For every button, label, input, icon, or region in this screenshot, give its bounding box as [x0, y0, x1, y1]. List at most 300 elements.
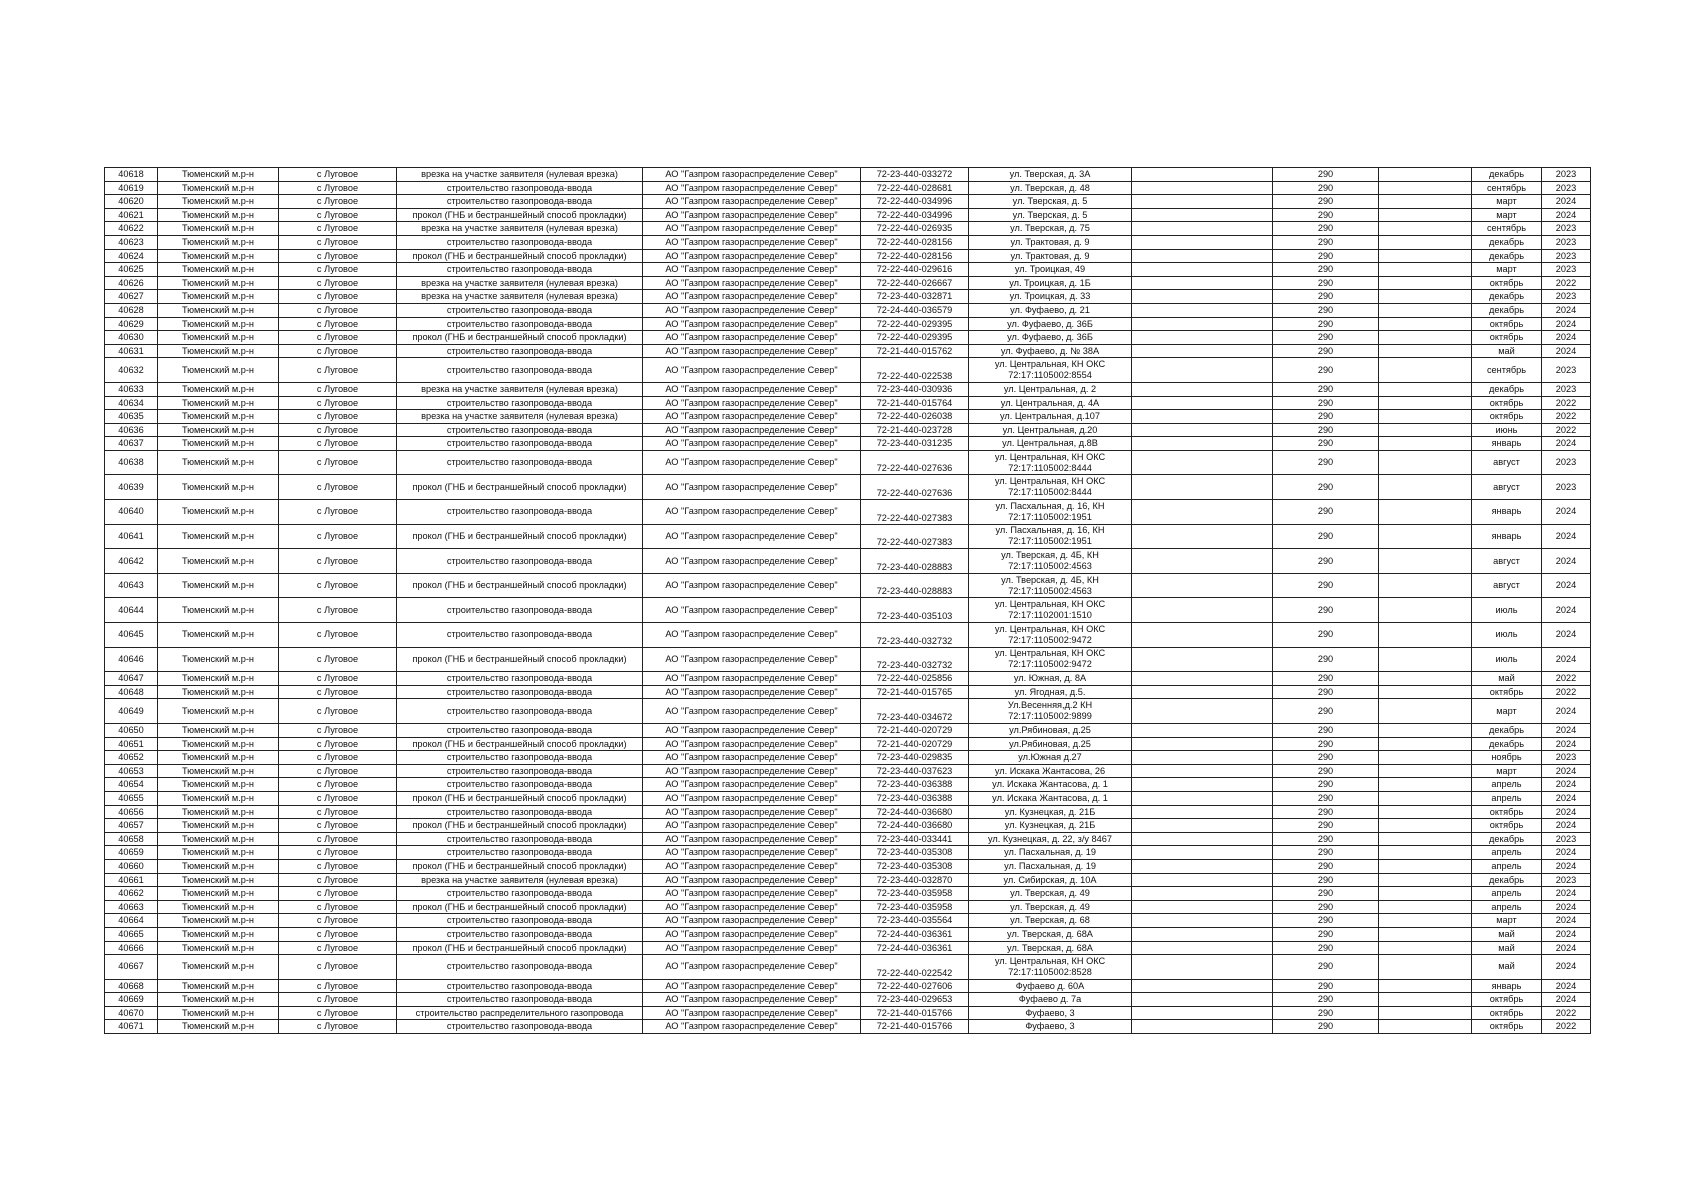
organization-cell: АО "Газпром газораспределение Север" — [643, 1020, 861, 1034]
month-cell: март — [1472, 914, 1542, 928]
value-cell: 290 — [1273, 396, 1379, 410]
cadastral-number-cell: 72-23-440-034672 — [861, 699, 969, 724]
cadastral-number-cell: 72-22-440-026667 — [861, 276, 969, 290]
address-cell: ул. Центральная, д.107 — [969, 410, 1132, 424]
work-type-cell: прокол (ГНБ и бестраншейный способ прокладки) — [397, 249, 643, 263]
settlement-cell: с Луговое — [279, 873, 397, 887]
cadastral-number-cell: 72-22-440-022542 — [861, 955, 969, 980]
month-cell: апрель — [1472, 846, 1542, 860]
table-row — [105, 927, 1591, 941]
month-cell: март — [1472, 764, 1542, 778]
settlement-cell: с Луговое — [279, 331, 397, 345]
work-type-cell: строительство газопровода-ввода — [397, 887, 643, 901]
empty-cell — [1132, 331, 1273, 345]
work-type-cell: прокол (ГНБ и бестраншейный способ прокладки) — [397, 819, 643, 833]
table-row — [105, 778, 1591, 792]
work-type-cell: строительство газопровода-ввода — [397, 699, 643, 724]
empty-cell — [1132, 235, 1273, 249]
cadastral-number-cell: 72-23-440-029653 — [861, 993, 969, 1007]
table-row — [105, 832, 1591, 846]
settlement-cell: с Луговое — [279, 859, 397, 873]
address-cell: ул. Тверская, д. 5 — [969, 195, 1132, 209]
district-cell: Тюменский м.р-н — [158, 317, 279, 331]
record-id-cell: 40634 — [105, 396, 158, 410]
year-cell: 2024 — [1542, 195, 1591, 209]
cadastral-number-cell: 72-23-440-032870 — [861, 873, 969, 887]
empty-cell — [1379, 914, 1472, 928]
record-id-cell: 40665 — [105, 927, 158, 941]
value-cell: 290 — [1273, 873, 1379, 887]
table-row — [105, 500, 1591, 525]
cadastral-number-cell: 72-23-440-036388 — [861, 791, 969, 805]
table-row — [105, 859, 1591, 873]
district-cell: Тюменский м.р-н — [158, 396, 279, 410]
settlement-cell: с Луговое — [279, 819, 397, 833]
address-cell: ул. Центральная, КН ОКС 72:17:1105002:8528 — [969, 955, 1132, 980]
settlement-cell: с Луговое — [279, 993, 397, 1007]
work-type-cell: строительство газопровода-ввода — [397, 358, 643, 383]
empty-cell — [1379, 819, 1472, 833]
cadastral-number-cell: 72-23-440-030936 — [861, 382, 969, 396]
organization-cell: АО "Газпром газораспределение Север" — [643, 437, 861, 451]
empty-cell — [1132, 805, 1273, 819]
record-id-cell: 40643 — [105, 573, 158, 598]
value-cell: 290 — [1273, 819, 1379, 833]
work-type-cell: строительство газопровода-ввода — [397, 303, 643, 317]
district-cell: Тюменский м.р-н — [158, 450, 279, 475]
settlement-cell: с Луговое — [279, 699, 397, 724]
year-cell: 2024 — [1542, 573, 1591, 598]
empty-cell — [1132, 737, 1273, 751]
empty-cell — [1379, 181, 1472, 195]
month-cell: март — [1472, 208, 1542, 222]
empty-cell — [1379, 941, 1472, 955]
year-cell: 2024 — [1542, 699, 1591, 724]
district-cell: Тюменский м.р-н — [158, 263, 279, 277]
record-id-cell: 40664 — [105, 914, 158, 928]
year-cell: 2024 — [1542, 778, 1591, 792]
cadastral-number-cell: 72-23-440-037623 — [861, 764, 969, 778]
work-type-cell: врезка на участке заявителя (нулевая врезка) — [397, 382, 643, 396]
cadastral-number-cell: 72-24-440-036579 — [861, 303, 969, 317]
month-cell: июль — [1472, 623, 1542, 648]
empty-cell — [1132, 685, 1273, 699]
address-cell: ул. Тверская, д. 5 — [969, 208, 1132, 222]
district-cell: Тюменский м.р-н — [158, 685, 279, 699]
record-id-cell: 40657 — [105, 819, 158, 833]
work-type-cell: строительство газопровода-ввода — [397, 423, 643, 437]
empty-cell — [1132, 993, 1273, 1007]
month-cell: апрель — [1472, 887, 1542, 901]
organization-cell: АО "Газпром газораспределение Север" — [643, 955, 861, 980]
district-cell: Тюменский м.р-н — [158, 791, 279, 805]
address-cell: ул. Пасхальная, д. 16, КН 72:17:1105002:1951 — [969, 500, 1132, 525]
empty-cell — [1132, 410, 1273, 424]
year-cell: 2024 — [1542, 500, 1591, 525]
address-cell: ул. Центральная, д.8В — [969, 437, 1132, 451]
month-cell: декабрь — [1472, 873, 1542, 887]
table-row — [105, 437, 1591, 451]
record-id-cell: 40663 — [105, 900, 158, 914]
value-cell: 290 — [1273, 358, 1379, 383]
address-cell: ул. Тверская, д. 3А — [969, 168, 1132, 182]
table-row — [105, 955, 1591, 980]
address-cell: ул. Искака Жантасова, д. 1 — [969, 778, 1132, 792]
address-cell: ул. Искака Жантасова, д. 1 — [969, 791, 1132, 805]
district-cell: Тюменский м.р-н — [158, 208, 279, 222]
address-cell: ул. Ягодная, д.5. — [969, 685, 1132, 699]
year-cell: 2023 — [1542, 181, 1591, 195]
year-cell: 2023 — [1542, 450, 1591, 475]
address-cell: ул. Троицкая, д. 33 — [969, 290, 1132, 304]
cadastral-number-cell: 72-22-440-028156 — [861, 249, 969, 263]
work-type-cell: прокол (ГНБ и бестраншейный способ прокладки) — [397, 647, 643, 672]
cadastral-number-cell: 72-22-440-026038 — [861, 410, 969, 424]
organization-cell: АО "Газпром газораспределение Север" — [643, 778, 861, 792]
month-cell: октябрь — [1472, 805, 1542, 819]
month-cell: декабрь — [1472, 737, 1542, 751]
district-cell: Тюменский м.р-н — [158, 222, 279, 236]
address-cell: ул. Центральная, КН ОКС 72:17:1102001:1510 — [969, 598, 1132, 623]
empty-cell — [1379, 331, 1472, 345]
work-type-cell: строительство газопровода-ввода — [397, 500, 643, 525]
empty-cell — [1132, 900, 1273, 914]
empty-cell — [1132, 927, 1273, 941]
district-cell: Тюменский м.р-н — [158, 724, 279, 738]
district-cell: Тюменский м.р-н — [158, 672, 279, 686]
district-cell: Тюменский м.р-н — [158, 859, 279, 873]
empty-cell — [1379, 699, 1472, 724]
district-cell: Тюменский м.р-н — [158, 382, 279, 396]
district-cell: Тюменский м.р-н — [158, 276, 279, 290]
organization-cell: АО "Газпром газораспределение Север" — [643, 724, 861, 738]
district-cell: Тюменский м.р-н — [158, 819, 279, 833]
year-cell: 2024 — [1542, 914, 1591, 928]
empty-cell — [1379, 450, 1472, 475]
year-cell: 2024 — [1542, 887, 1591, 901]
value-cell: 290 — [1273, 437, 1379, 451]
month-cell: сентябрь — [1472, 222, 1542, 236]
organization-cell: АО "Газпром газораспределение Север" — [643, 927, 861, 941]
district-cell: Тюменский м.р-н — [158, 900, 279, 914]
month-cell: август — [1472, 450, 1542, 475]
address-cell: ул. Тверская, д. 48 — [969, 181, 1132, 195]
work-type-cell: строительство газопровода-ввода — [397, 623, 643, 648]
empty-cell — [1379, 778, 1472, 792]
address-cell: ул. Искака Жантасова, 26 — [969, 764, 1132, 778]
empty-cell — [1132, 859, 1273, 873]
value-cell: 290 — [1273, 263, 1379, 277]
settlement-cell: с Луговое — [279, 927, 397, 941]
empty-cell — [1132, 382, 1273, 396]
settlement-cell: с Луговое — [279, 672, 397, 686]
value-cell: 290 — [1273, 598, 1379, 623]
value-cell: 290 — [1273, 344, 1379, 358]
value-cell: 290 — [1273, 685, 1379, 699]
year-cell: 2023 — [1542, 873, 1591, 887]
record-id-cell: 40661 — [105, 873, 158, 887]
cadastral-number-cell: 72-22-440-027383 — [861, 500, 969, 525]
year-cell: 2024 — [1542, 846, 1591, 860]
empty-cell — [1132, 276, 1273, 290]
value-cell: 290 — [1273, 914, 1379, 928]
cadastral-number-cell: 72-23-440-033441 — [861, 832, 969, 846]
year-cell: 2023 — [1542, 751, 1591, 765]
empty-cell — [1132, 423, 1273, 437]
address-cell: ул. Центральная, д.20 — [969, 423, 1132, 437]
value-cell: 290 — [1273, 235, 1379, 249]
cadastral-number-cell: 72-22-440-028156 — [861, 235, 969, 249]
cadastral-number-cell: 72-22-440-027606 — [861, 979, 969, 993]
district-cell: Тюменский м.р-н — [158, 573, 279, 598]
organization-cell: АО "Газпром газораспределение Север" — [643, 235, 861, 249]
value-cell: 290 — [1273, 317, 1379, 331]
empty-cell — [1379, 900, 1472, 914]
record-id-cell: 40654 — [105, 778, 158, 792]
district-cell: Тюменский м.р-н — [158, 832, 279, 846]
record-id-cell: 40629 — [105, 317, 158, 331]
settlement-cell: с Луговое — [279, 1020, 397, 1034]
year-cell: 2024 — [1542, 993, 1591, 1007]
value-cell: 290 — [1273, 573, 1379, 598]
settlement-cell: с Луговое — [279, 764, 397, 778]
table-row — [105, 331, 1591, 345]
year-cell: 2024 — [1542, 859, 1591, 873]
organization-cell: АО "Газпром газораспределение Север" — [643, 181, 861, 195]
settlement-cell: с Луговое — [279, 358, 397, 383]
cadastral-number-cell: 72-22-440-027383 — [861, 524, 969, 549]
district-cell: Тюменский м.р-н — [158, 887, 279, 901]
district-cell: Тюменский м.р-н — [158, 737, 279, 751]
organization-cell: АО "Газпром газораспределение Север" — [643, 344, 861, 358]
district-cell: Тюменский м.р-н — [158, 290, 279, 304]
cadastral-number-cell: 72-23-440-032871 — [861, 290, 969, 304]
empty-cell — [1379, 208, 1472, 222]
empty-cell — [1132, 672, 1273, 686]
organization-cell: АО "Газпром газораспределение Север" — [643, 672, 861, 686]
organization-cell: АО "Газпром газораспределение Север" — [643, 410, 861, 424]
empty-cell — [1379, 168, 1472, 182]
table-row — [105, 699, 1591, 724]
address-cell: ул. Троицкая, 49 — [969, 263, 1132, 277]
value-cell: 290 — [1273, 887, 1379, 901]
organization-cell: АО "Газпром газораспределение Север" — [643, 382, 861, 396]
empty-cell — [1379, 955, 1472, 980]
settlement-cell: с Луговое — [279, 249, 397, 263]
record-id-cell: 40646 — [105, 647, 158, 672]
address-cell: ул. Пасхальная, д. 16, КН 72:17:1105002:1951 — [969, 524, 1132, 549]
settlement-cell: с Луговое — [279, 573, 397, 598]
work-type-cell: строительство газопровода-ввода — [397, 450, 643, 475]
table-row — [105, 358, 1591, 383]
year-cell: 2024 — [1542, 303, 1591, 317]
district-cell: Тюменский м.р-н — [158, 249, 279, 263]
address-cell: ул. Центральная, д. 4А — [969, 396, 1132, 410]
work-type-cell: строительство газопровода-ввода — [397, 195, 643, 209]
district-cell: Тюменский м.р-н — [158, 181, 279, 195]
cadastral-number-cell: 72-23-440-035308 — [861, 846, 969, 860]
address-cell: Фуфаево д. 7а — [969, 993, 1132, 1007]
work-type-cell: врезка на участке заявителя (нулевая врезка) — [397, 410, 643, 424]
organization-cell: АО "Газпром газораспределение Север" — [643, 573, 861, 598]
district-cell: Тюменский м.р-н — [158, 1006, 279, 1020]
district-cell: Тюменский м.р-н — [158, 195, 279, 209]
value-cell: 290 — [1273, 276, 1379, 290]
value-cell: 290 — [1273, 859, 1379, 873]
year-cell: 2023 — [1542, 263, 1591, 277]
record-id-cell: 40630 — [105, 331, 158, 345]
work-type-cell: строительство газопровода-ввода — [397, 927, 643, 941]
settlement-cell: с Луговое — [279, 290, 397, 304]
settlement-cell: с Луговое — [279, 979, 397, 993]
empty-cell — [1132, 181, 1273, 195]
month-cell: октябрь — [1472, 276, 1542, 290]
record-id-cell: 40637 — [105, 437, 158, 451]
work-type-cell: прокол (ГНБ и бестраншейный способ прокладки) — [397, 331, 643, 345]
value-cell: 290 — [1273, 195, 1379, 209]
organization-cell: АО "Газпром газораспределение Север" — [643, 450, 861, 475]
year-cell: 2024 — [1542, 598, 1591, 623]
cadastral-number-cell: 72-21-440-020729 — [861, 737, 969, 751]
empty-cell — [1132, 208, 1273, 222]
organization-cell: АО "Газпром газораспределение Север" — [643, 699, 861, 724]
month-cell: январь — [1472, 524, 1542, 549]
cadastral-number-cell: 72-23-440-028883 — [861, 573, 969, 598]
address-cell: ул.Рябиновая, д.25 — [969, 737, 1132, 751]
table-row — [105, 382, 1591, 396]
record-id-cell: 40656 — [105, 805, 158, 819]
month-cell: ноябрь — [1472, 751, 1542, 765]
work-type-cell: строительство газопровода-ввода — [397, 685, 643, 699]
organization-cell: АО "Газпром газораспределение Север" — [643, 900, 861, 914]
table-row — [105, 208, 1591, 222]
work-type-cell: строительство газопровода-ввода — [397, 751, 643, 765]
address-cell: ул. Пасхальная, д. 19 — [969, 859, 1132, 873]
organization-cell: АО "Газпром газораспределение Север" — [643, 846, 861, 860]
month-cell: октябрь — [1472, 331, 1542, 345]
year-cell: 2022 — [1542, 396, 1591, 410]
district-cell: Тюменский м.р-н — [158, 778, 279, 792]
address-cell: ул. Тверская, д. 4Б, КН 72:17:1105002:4563 — [969, 573, 1132, 598]
table-row — [105, 623, 1591, 648]
empty-cell — [1379, 873, 1472, 887]
address-cell: ул. Тверская, д. 49 — [969, 900, 1132, 914]
cadastral-number-cell: 72-22-440-022538 — [861, 358, 969, 383]
record-id-cell: 40641 — [105, 524, 158, 549]
district-cell: Тюменский м.р-н — [158, 475, 279, 500]
value-cell: 290 — [1273, 791, 1379, 805]
district-cell: Тюменский м.р-н — [158, 623, 279, 648]
year-cell: 2024 — [1542, 955, 1591, 980]
organization-cell: АО "Газпром газораспределение Север" — [643, 832, 861, 846]
record-id-cell: 40632 — [105, 358, 158, 383]
record-id-cell: 40619 — [105, 181, 158, 195]
value-cell: 290 — [1273, 623, 1379, 648]
address-cell: ул. Тверская, д. 68А — [969, 927, 1132, 941]
settlement-cell: с Луговое — [279, 410, 397, 424]
empty-cell — [1379, 832, 1472, 846]
empty-cell — [1132, 979, 1273, 993]
cadastral-number-cell: 72-23-440-031235 — [861, 437, 969, 451]
cadastral-number-cell: 72-23-440-033272 — [861, 168, 969, 182]
year-cell: 2024 — [1542, 941, 1591, 955]
empty-cell — [1379, 805, 1472, 819]
record-id-cell: 40666 — [105, 941, 158, 955]
settlement-cell: с Луговое — [279, 887, 397, 901]
value-cell: 290 — [1273, 500, 1379, 525]
cadastral-number-cell: 72-23-440-029835 — [861, 751, 969, 765]
address-cell: ул. Южная, д. 8А — [969, 672, 1132, 686]
year-cell: 2024 — [1542, 724, 1591, 738]
empty-cell — [1132, 955, 1273, 980]
record-id-cell: 40647 — [105, 672, 158, 686]
district-cell: Тюменский м.р-н — [158, 1020, 279, 1034]
settlement-cell: с Луговое — [279, 500, 397, 525]
month-cell: август — [1472, 549, 1542, 574]
organization-cell: АО "Газпром газораспределение Север" — [643, 500, 861, 525]
month-cell: октябрь — [1472, 819, 1542, 833]
table-row — [105, 344, 1591, 358]
empty-cell — [1379, 993, 1472, 1007]
month-cell: октябрь — [1472, 993, 1542, 1007]
empty-cell — [1132, 791, 1273, 805]
organization-cell: АО "Газпром газораспределение Север" — [643, 805, 861, 819]
district-cell: Тюменский м.р-н — [158, 549, 279, 574]
settlement-cell: с Луговое — [279, 549, 397, 574]
organization-cell: АО "Газпром газораспределение Север" — [643, 423, 861, 437]
empty-cell — [1379, 410, 1472, 424]
table-row — [105, 1020, 1591, 1034]
record-id-cell: 40638 — [105, 450, 158, 475]
address-cell: ул. Сибирская, д. 10А — [969, 873, 1132, 887]
record-id-cell: 40636 — [105, 423, 158, 437]
table-row — [105, 549, 1591, 574]
month-cell: июль — [1472, 598, 1542, 623]
empty-cell — [1379, 887, 1472, 901]
empty-cell — [1379, 276, 1472, 290]
cadastral-number-cell: 72-22-440-029616 — [861, 263, 969, 277]
value-cell: 290 — [1273, 222, 1379, 236]
settlement-cell: с Луговое — [279, 208, 397, 222]
district-cell: Тюменский м.р-н — [158, 647, 279, 672]
month-cell: апрель — [1472, 900, 1542, 914]
organization-cell: АО "Газпром газораспределение Север" — [643, 208, 861, 222]
work-type-cell: прокол (ГНБ и бестраншейный способ прокладки) — [397, 208, 643, 222]
month-cell: октябрь — [1472, 1006, 1542, 1020]
value-cell: 290 — [1273, 303, 1379, 317]
settlement-cell: с Луговое — [279, 524, 397, 549]
organization-cell: АО "Газпром газораспределение Север" — [643, 623, 861, 648]
address-cell: ул. Фуфаево, д. 36Б — [969, 317, 1132, 331]
value-cell: 290 — [1273, 331, 1379, 345]
empty-cell — [1132, 317, 1273, 331]
empty-cell — [1379, 382, 1472, 396]
cadastral-number-cell: 72-24-440-036680 — [861, 819, 969, 833]
work-type-cell: врезка на участке заявителя (нулевая врезка) — [397, 290, 643, 304]
record-id-cell: 40644 — [105, 598, 158, 623]
record-id-cell: 40653 — [105, 764, 158, 778]
district-cell: Тюменский м.р-н — [158, 168, 279, 182]
address-cell: ул. Центральная, КН ОКС 72:17:1105002:8444 — [969, 475, 1132, 500]
work-type-cell: строительство газопровода-ввода — [397, 832, 643, 846]
work-type-cell: строительство газопровода-ввода — [397, 993, 643, 1007]
value-cell: 290 — [1273, 805, 1379, 819]
month-cell: март — [1472, 263, 1542, 277]
address-cell: ул. Центральная, КН ОКС 72:17:1105002:8444 — [969, 450, 1132, 475]
month-cell: декабрь — [1472, 382, 1542, 396]
value-cell: 290 — [1273, 737, 1379, 751]
district-cell: Тюменский м.р-н — [158, 598, 279, 623]
